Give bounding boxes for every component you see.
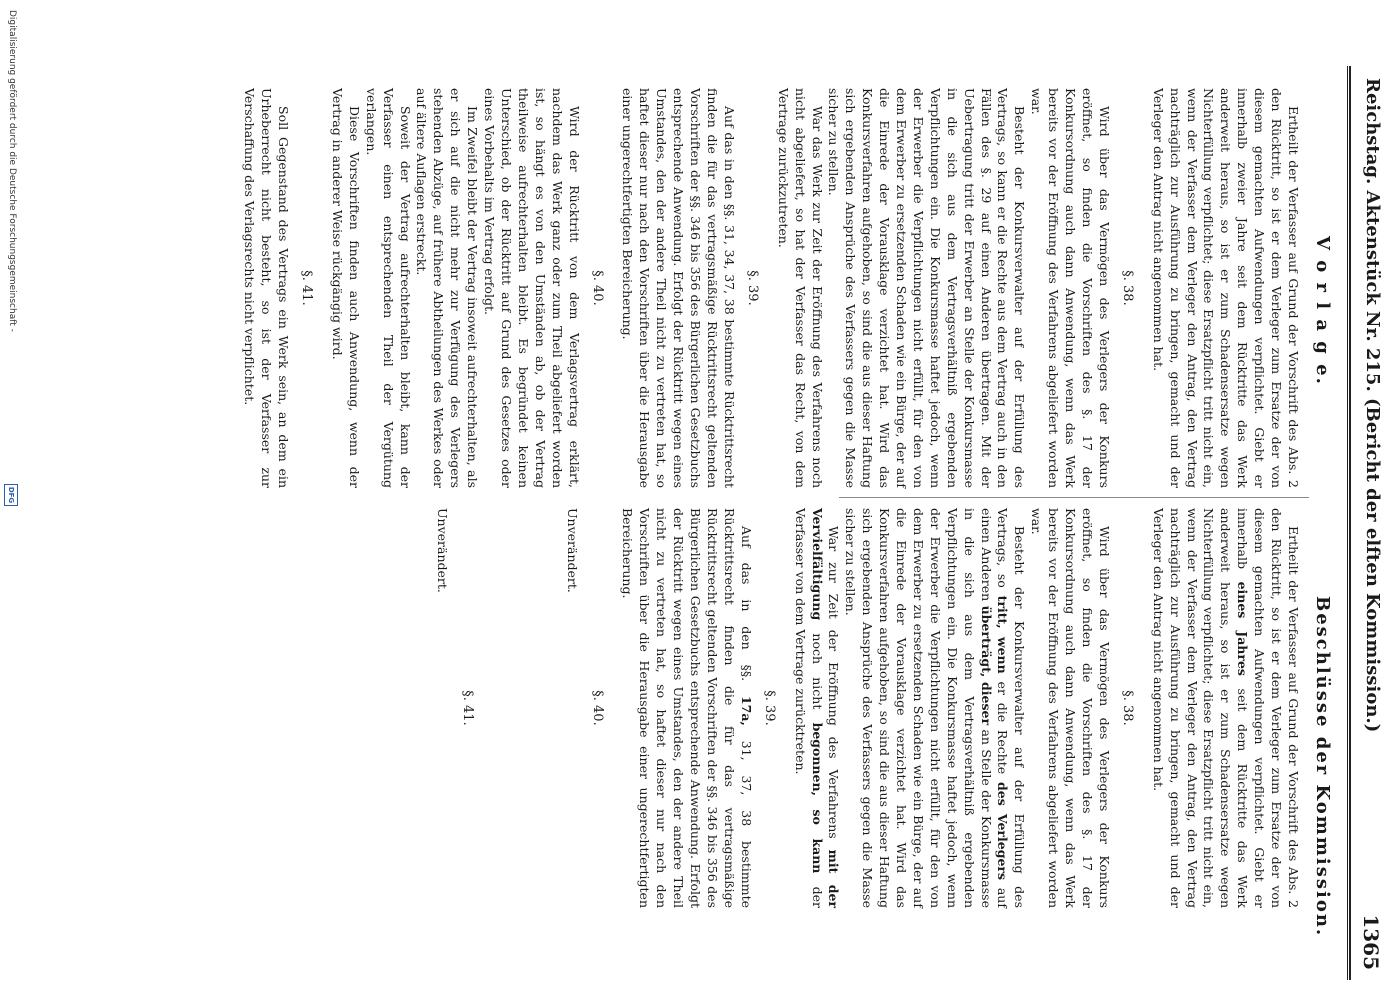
page-number: 1365	[1359, 914, 1383, 970]
paragraph: Ertheilt der Verfasser auf Grund der Vorschrift des Abs. 2 den Rücktritt, so ist er dem Verleger zum Ersatze der von diesem gemachten Aufwendungen verpflichtet. Giebt er innerhalb zweier Jahre seit dem Rücktritte das Werk anderweit heraus, so ist er zum Schadensersatze wegen Nichterfüllung verpflichtet; diese Ersatzpflicht tritt nicht ein, wenn der Verfasser dem Verleger den Antrag, den Vertrag nachträglich zur Ausführung zu bringen, gemacht und der Verleger den Antrag nicht angenommen hat.	[1150, 88, 1301, 488]
footer	[2, 0, 20, 1000]
amended-text: tritt, wenn	[995, 595, 1011, 674]
section-title: §. 40.	[589, 690, 605, 726]
column-divider	[839, 497, 1309, 498]
header-rule-thin	[1347, 66, 1348, 980]
paragraph: War das Werk zur Zeit der Eröffnung des Verfahrens noch nicht abgeliefert, so hat der Verfasser das Recht, von dem Vertrage zurückzutreten.	[775, 88, 825, 488]
right-column-heading: Beschlüsse der Kommission.	[1312, 596, 1333, 938]
paragraph: Auf das in den §§. 31, 34, 37, 38 bestimmte Rücktrittsrecht finden die für das vertragsmäßige Rücktrittsrecht geltenden Vorschriften der §§. 346 bis 356 des Bürgerlichen Gesetzbuchs entsprechende Anwendung. Erfolgt der Rücktritt wegen eines Umstandes, den der andere Theil nicht zu vertreten hat, so haftet dieser nur nach den Vorschriften über die Herausgabe einer ungerechtfertigten Bereicherung.	[620, 88, 737, 488]
section-title: §. 39.	[761, 690, 777, 726]
section-title: §. 39.	[744, 270, 760, 306]
amended-text: eines Jahres	[1235, 581, 1251, 676]
paragraph: Auf das in den §§. 17a, 31, 37, 38 bestimmte Rücktrittsrecht finden die für das vertragsmäßige Rücktrittsrecht geltenden Vorschriften der §§. 346 bis 356 des Bürgerlichen Gesetzbuchs entsprechende Anwendung. Erfolgt der Rücktritt wegen eines Umstandes, den der andere Theil nicht zu vertreten hat, so haftet dieser nur nach den Vorschriften über die Herausgabe einer ungerechtfertigten Bereicherung.	[620, 508, 754, 908]
paragraph: Ertheilt der Verfasser auf Grund der Vorschrift des Abs. 2 den Rücktritt, so ist er dem Verleger zum Ersatze der von diesem gemachten Aufwendungen verpflichtet. Giebt er innerhalb eines Jahres seit dem Rücktritte das Werk anderweit heraus, so ist er zum Schadensersatze wegen Nichterfüllung verpflichtet; diese Ersatzpflicht tritt nicht ein, wenn der Verfasser dem Verleger den Antrag, den Vertrag nachträglich zur Ausführung zu bringen, gemacht und der Verleger den Antrag nicht angenommen hat.	[1150, 508, 1301, 909]
section-title: §. 41.	[459, 690, 475, 726]
section-title: §. 38.	[1119, 690, 1135, 726]
unchanged-note: Unverändert.	[434, 508, 450, 593]
paragraph: Besteht der Konkursverwalter auf der Erfüllung des Vertrags, so kann er die Rechte aus dem Vertrag auch in den Fällen des §. 29 auf einen Anderen übertragen. Mit der Uebertragung tritt der Erwerber an Stelle der Konkursmasse in die sich aus dem Vertragsverhältniß ergebenden Verpflichtungen ein. Die Konkursmasse haftet jedoch, wenn der Erwerber die Verpflichtungen nicht erfüllt, für den von dem Erwerber zu ersetzenden Schaden wie ein Bürge, der auf die Einrede der Vorausklage verzichtet hat. Wird das Konkursverfahren aufgehoben, so sind die aus dieser Haftung sich ergebenden Ansprüche des Verfassers gegen die Masse sicher zu stellen.	[826, 88, 1028, 488]
footer-credit: Digitalisierung gefördert durch die Deutsche Forschungsgemeinschaft -	[7, 10, 17, 332]
paragraph: Diese Vorschriften finden auch Anwendung, wenn der Vertrag in anderer Weise rückgängig wird.	[329, 88, 362, 488]
paragraph: Wird der Rücktritt von dem Verlagsvertrag erklärt, nachdem das Werk ganz oder zum Theil abgeliefert worden ist, so hängt es von den Umständen ab, ob der Vertrag theilweise aufrechterhalten bleibt. Es begründet keinen Unterschied, ob der Rücktritt auf Grund des Gesetzes oder eines Vorbehalts im Vertrag erfolgt.	[482, 88, 582, 488]
amended-text: begonnen, so kann	[809, 722, 825, 874]
section-title: §. 38.	[1119, 270, 1135, 306]
amended-text: mit der Vervielfältigung	[809, 508, 842, 908]
paragraph: Besteht der Konkursverwalter auf der Erfüllung des Vertrags, so tritt, wenn er die Rechte des Verlegers auf einen Anderen überträgt, dieser an Stelle der Konkursmasse in die sich aus dem Vertragsverhältniß ergebenden Verpflichtungen ein. Die Konkursmasse haftet jedoch, wenn der Erwerber die Verpflichtungen nicht erfüllt, für den von dem Erwerber zu ersetzenden Schaden wie ein Bürge, der auf die Einrede der Vorausklage verzichtet hat. Wird das Konkursverfahren aufgehoben, so sind die aus dieser Haftung sich ergebenden Ansprüche des Verfassers gegen die Masse sicher zu stellen.	[843, 508, 1028, 908]
section-title: §. 41.	[299, 270, 315, 306]
paragraph: War zur Zeit der Eröffnung des Verfahrens mit der Vervielfältigung noch nicht begonnen, so kann der Verfasser von dem Vertrage zurücktreten.	[792, 508, 842, 908]
amended-text: 17a,	[738, 695, 754, 726]
section-title: §. 40.	[589, 270, 605, 306]
unchanged-note: Unverändert.	[564, 508, 580, 593]
paragraph: Wird über das Vermögen des Verlegers der Konkurs eröffnet, so finden die Vorschriften des §. 17 der Konkursordnung auch dann Anwendung, wenn das Werk bereits vor der Eröffnung des Verfahrens abgeliefert worden war.	[1029, 508, 1112, 908]
paragraph: Wird über das Vermögen des Verlegers der Konkurs eröffnet, so finden die Vorschriften des §. 17 der Konkursordnung auch dann Anwendung, wenn das Werk bereits vor der Eröffnung des Verfahrens abgeliefert worden war.	[1029, 88, 1112, 488]
left-column-heading: V o r l a g e.	[1312, 236, 1333, 386]
left-column	[240, 88, 1301, 488]
paragraph: Im Zweifel bleibt der Vertrag insoweit aufrechterhalten, als er sich auf die nicht mehr zur Verfügung des Verlegers stehenden Abzüge, auf frühere Abtheilungen des Werkes oder auf ältere Auflagen erstreckt.	[414, 88, 481, 488]
header-title: Reichstag. Aktenstück Nr. 215. (Bericht der elften Kommission.)	[1362, 78, 1383, 733]
amended-text: des Verlegers	[995, 782, 1011, 881]
paragraph: Soll Gegenstand des Vertrags ein Werk sein, an dem ein Urheberrecht nicht besteht, so ist der Verfasser zur Verschaffung des Verlagsrechts nicht verpflichtet.	[242, 88, 292, 488]
paragraph: Soweit der Vertrag aufrechterhalten bleibt, kann der Verfasser einen entsprechenden Theil der Vergütung verlangen.	[363, 88, 413, 488]
amended-text: überträgt, dieser	[978, 605, 994, 726]
dfg-logo: DFG	[4, 484, 18, 506]
header-rule	[1349, 66, 1351, 980]
right-column	[433, 508, 1301, 908]
